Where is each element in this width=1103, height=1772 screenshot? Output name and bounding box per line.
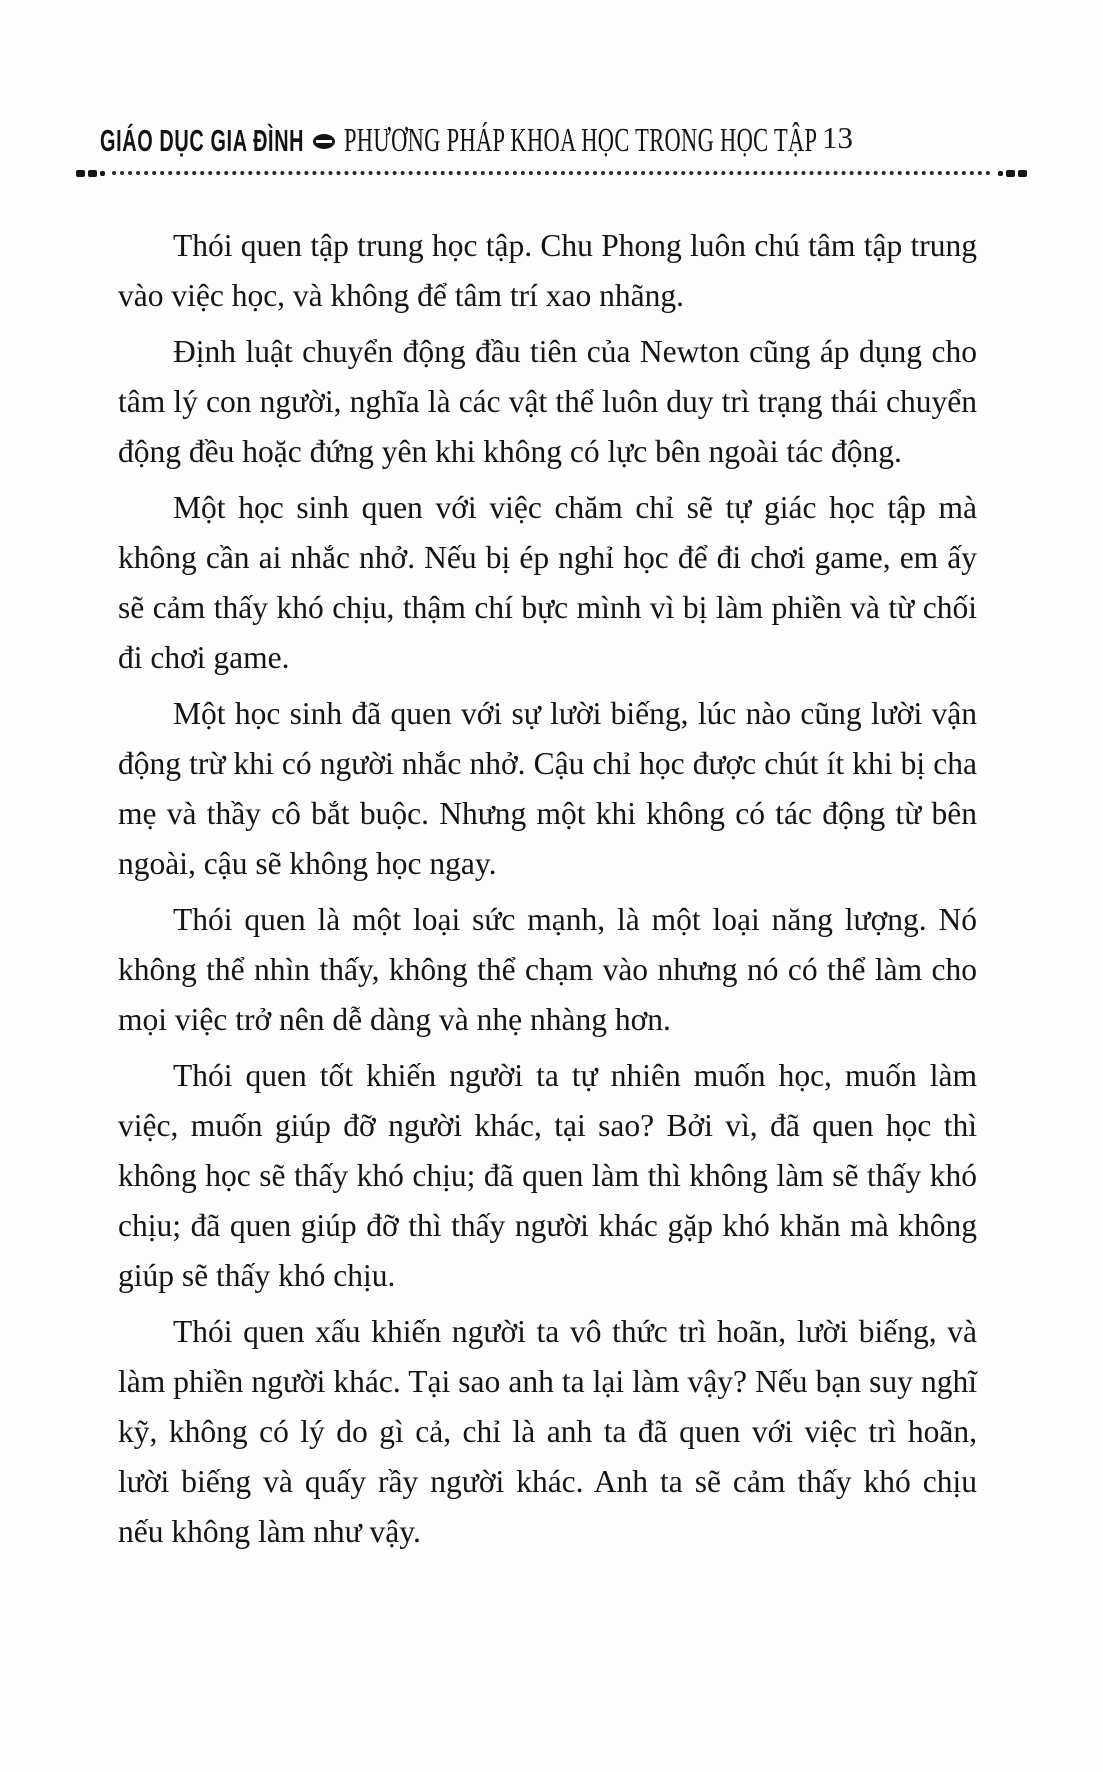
divider-right-ornament <box>998 170 1027 177</box>
series-title: GIÁO DỤC GIA ĐÌNH <box>100 123 305 158</box>
page-header <box>100 120 1103 162</box>
page-body <box>118 221 977 1557</box>
dotted-rule <box>112 171 991 175</box>
paragraph-1: Thói quen tập trung học tập. Chu Phong luôn chú tâm tập trung vào việc học, và không để tâm trí xao nhãng. <box>118 228 977 313</box>
header-divider <box>76 170 1027 177</box>
paragraph-6: Thói quen tốt khiến người ta tự nhiên muốn học, muốn làm việc, muốn giúp đỡ người khác, tại sao? Bởi vì, đã quen học thì không học sẽ thấy khó chịu; đã quen làm thì không làm sẽ thấy khó chịu; đã quen giúp đỡ thì thấy người khác gặp khó khăn mà không giúp sẽ thấy khó chịu. <box>118 1058 977 1293</box>
ornament-dot <box>1018 170 1027 177</box>
book-title: PHƯƠNG PHÁP KHOA HỌC TRONG HỌC TẬP <box>344 122 818 159</box>
ornament-dot <box>76 170 85 177</box>
ornament-dot <box>1006 170 1015 177</box>
divider-left-ornament <box>76 170 105 177</box>
circled-dash-icon <box>313 134 335 149</box>
ornament-dot <box>88 170 97 177</box>
paragraph-2: Định luật chuyển động đầu tiên của Newton cũng áp dụng cho tâm lý con người, nghĩa là các vật thể luôn duy trì trạng thái chuyển động đều hoặc đứng yên khi không có lực bên ngoài tác động. <box>118 334 977 469</box>
ornament-dot <box>998 171 1003 176</box>
paragraph-4: Một học sinh đã quen với sự lười biếng, lúc nào cũng lười vận động trừ khi có người nhắc nhở. Cậu chỉ học được chút ít khi bị cha mẹ và thầy cô bắt buộc. Nhưng một khi không có tác động từ bên ngoài, cậu sẽ không học ngay. <box>118 696 977 881</box>
ornament-dot <box>100 171 105 176</box>
paragraph-3: Một học sinh quen với việc chăm chỉ sẽ tự giác học tập mà không cần ai nhắc nhở. Nếu bị ép nghỉ học để đi chơi game, em ấy sẽ cảm thấy khó chịu, thậm chí bực mình vì bị làm phiền và từ chối đi chơi game. <box>118 490 977 675</box>
paragraph-5: Thói quen là một loại sức mạnh, là một loại năng lượng. Nó không thể nhìn thấy, không thể chạm vào nhưng nó có thể làm cho mọi việc trở nên dễ dàng và nhẹ nhàng hơn. <box>118 902 977 1037</box>
page-number: 13 <box>822 120 853 155</box>
paragraph-7: Thói quen xấu khiến người ta vô thức trì hoãn, lười biếng, và làm phiền người khác. Tại sao anh ta lại làm vậy? Nếu bạn suy nghĩ kỹ, không có lý do gì cả, chỉ là anh ta đã quen với việc trì hoãn, lười biếng và quấy rầy người khác. Anh ta sẽ cảm thấy khó chịu nếu không làm như vậy. <box>118 1314 977 1549</box>
